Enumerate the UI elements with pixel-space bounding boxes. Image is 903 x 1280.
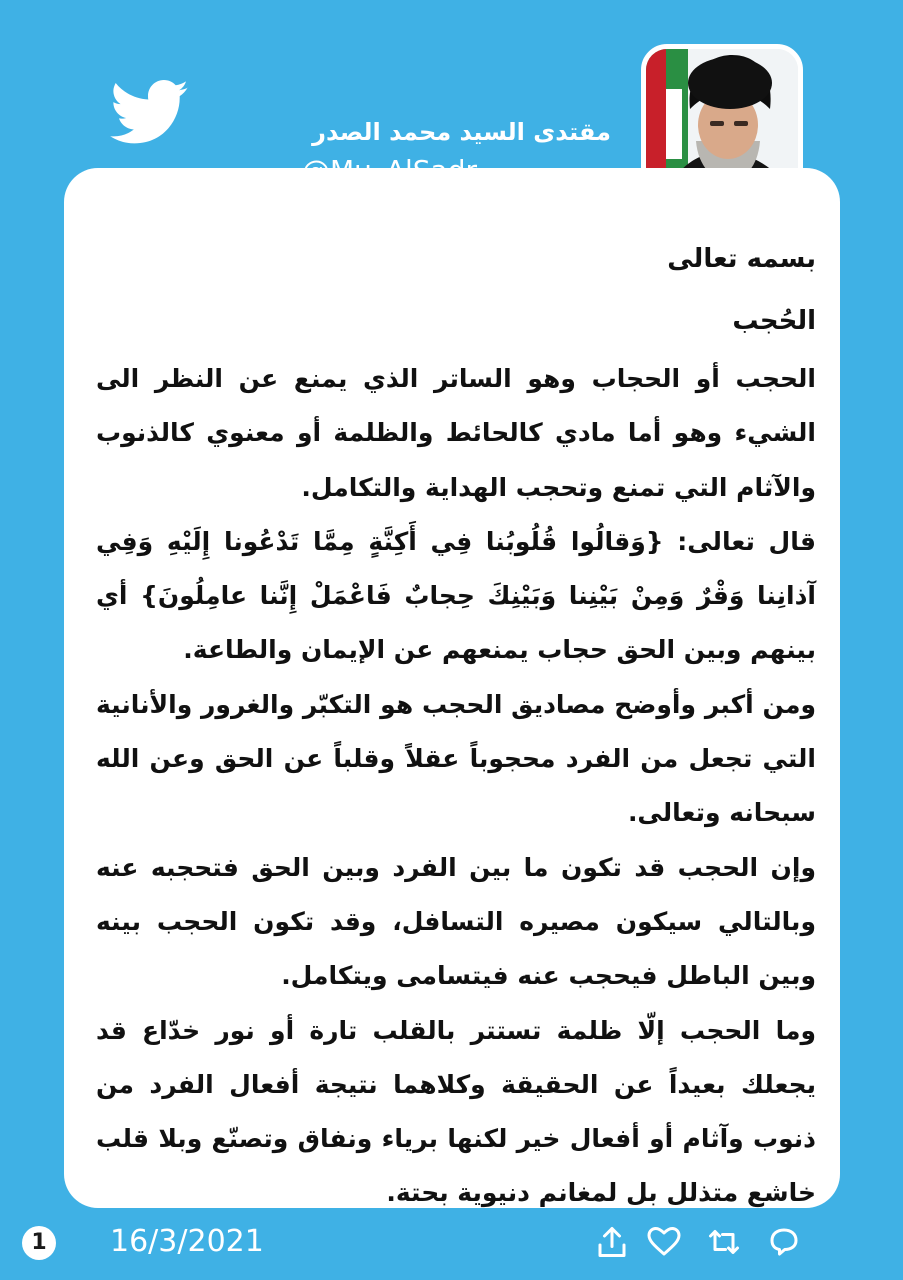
tweet-paragraph: الحجب أو الحجاب وهو الساتر الذي يمنع عن النظر الى الشيء وهو أما مادي كالحائط والظلمة أو معنوي كالذنوب والآثام التي تمنع وتحجب الهداية والتكامل. [96,364,816,502]
tweet-paragraph: وما الحجب إلّا ظلمة تستتر بالقلب تارة أو نور خدّاع قد يجعلك بعيداً عن الحقيقة وكلاهما نتيجة أفعال الفرد من ذنوب وآثام أو أفعال خير لكنها برياء ونفاق وتصنّع وبلا قلب خاشع متذلل بل لمغانم دنيوية بحتة. [96,1015,816,1208]
retweet-icon [706,1224,742,1260]
tweet-card [64,168,840,1208]
tweet-footer [0,1212,903,1272]
tweet-date: 16/3/2021 [110,1224,264,1259]
tweet-text [96,228,816,1221]
tweet-paragraph: ومن أكبر وأوضح مصاديق الحجب هو التكبّر والغرور والأنانية التي تجعل من الفرد محجوباً عقلاً وقلباً عن الحق وعن الله سبحانه وتعالى. [96,689,816,828]
like-button[interactable] [642,1220,686,1264]
share-icon [594,1224,630,1260]
profile-header [312,40,803,160]
reply-icon [766,1224,802,1260]
page-count-badge: 1 [22,1226,56,1260]
like-icon [646,1224,682,1260]
author-name[interactable]: مقتدى السيد محمد الصدر [312,118,611,146]
retweet-button[interactable] [702,1220,746,1264]
share-button[interactable] [590,1220,634,1264]
reply-button[interactable] [762,1220,806,1264]
tweet-paragraph: قال تعالى: {وَقالُوا قُلُوبُنا فِي أَكِنَّةٍ مِمَّا تَدْعُونا إِلَيْهِ وَفِي آذانِنا وَقْرٌ وَمِنْ بَيْنِنا وَبَيْنِكَ حِجابٌ فَاعْمَلْ إِنَّنا عامِلُونَ} أي بينهم وبين الحق حجاب يمنعهم عن الإيمان والطاعة. [96,526,816,665]
tweet-paragraph: وإن الحجب قد تكون ما بين الفرد وبين الحق فتحجبه عنه وبالتالي سيكون مصيره التسافل، وقد تكون الحجب بينه وبين الباطل فيحجب عنه فيتسامى ويتكامل. [96,852,816,991]
tweet-heading-title: الحُجب [732,306,816,336]
tweet-heading-basmala: بسمه تعالى [667,244,816,274]
twitter-bird-icon [110,80,190,146]
